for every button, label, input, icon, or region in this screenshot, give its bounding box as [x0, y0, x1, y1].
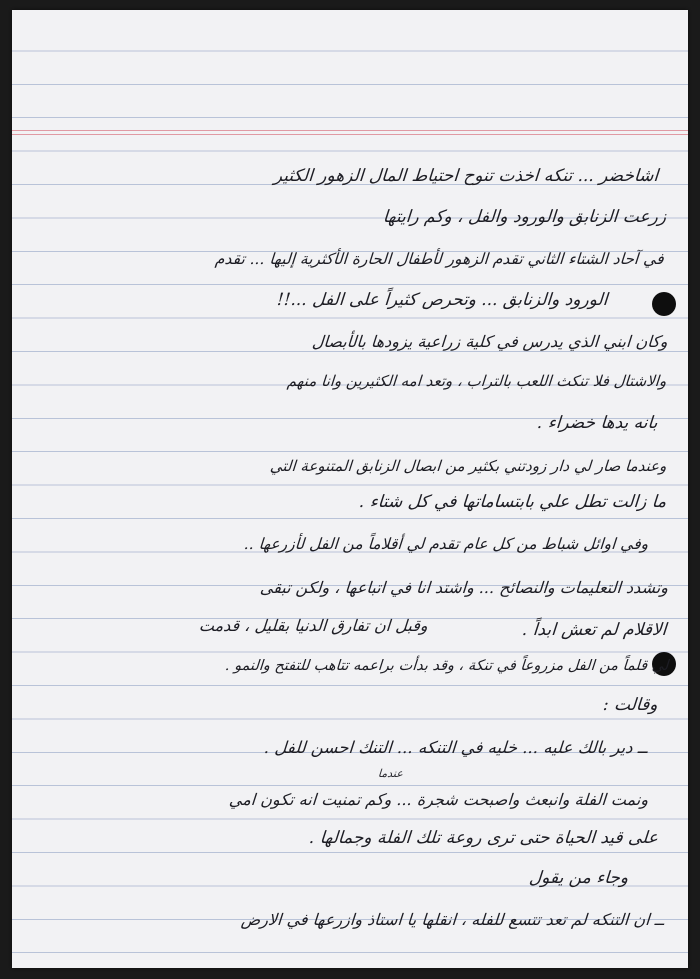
notebook-page — [12, 10, 688, 968]
text-line: وفي اوائل شباط من كل عام تقدم لي أقلاماً من الفل لأزرعها .. — [243, 535, 649, 553]
text-line: ــ دير بالك عليه ... خليه في التنكه ... التنك احسن للفل . — [263, 738, 649, 757]
text-line: وقبل ان تفارق الدنيا بقليل ، قدمت — [198, 616, 429, 635]
text-line: الورود والزنابق ... وتحرص كثيراً على الفل ...!! — [276, 290, 609, 310]
text-line: زرعت الزنابق والورود والفل ، وكم رايتها — [382, 207, 667, 227]
text-line: الاقلام لم تعش ابداً . — [520, 620, 667, 640]
insertion-note: عندما — [377, 767, 404, 780]
text-line: وقالت : — [602, 695, 659, 715]
text-line: على قيد الحياة حتى ترى روعة تلك الفلة وجمالها . — [308, 828, 659, 848]
text-line: بانه يدها خضراء . — [536, 413, 659, 433]
text-line: وجاء من يقول — [528, 868, 629, 888]
text-line: والاشتال فلا تنكث اللعب بالتراب ، وتعد امه الكثيرين وانا منهم — [286, 372, 667, 390]
text-line: ونمت الفلة وانبعث واصبحت شجرة ... وكم تمنيت انه تكون امي — [228, 790, 649, 809]
text-line: اشاخضر ... تنكه اخذت تنوح احتياط المال الزهور الكثير — [273, 166, 659, 186]
text-line: وعندما صار لي دار زودتني بكثير من ابصال الزنابق المتنوعة التي — [268, 457, 667, 475]
text-line: لي قلماً من الفل مزروعاً في تنكة ، وقد بدأت براعمه تتاهب للتفتح والنمو . — [224, 658, 669, 674]
text-line: ما زالت تطل علي بابتساماتها في كل شتاء . — [358, 492, 667, 512]
text-line: وكان ابني الذي يدرس في كلية زراعية يزودها بالأبصال — [311, 332, 669, 351]
text-line: في آحاد الشتاء الثاني تقدم الزهور لأطفال الحارة الأكثرية إليها ... تقدم — [214, 250, 665, 268]
text-line: ــ ان التنكه لم تعد تتسع للفله ، انقلها يا استاذ وازرعها في الارض — [240, 910, 665, 929]
handwritten-text — [12, 10, 688, 968]
text-line: وتشدد التعليمات والنصائح ... واشتد انا في اتباعها ، ولكن تبقى — [259, 578, 669, 597]
